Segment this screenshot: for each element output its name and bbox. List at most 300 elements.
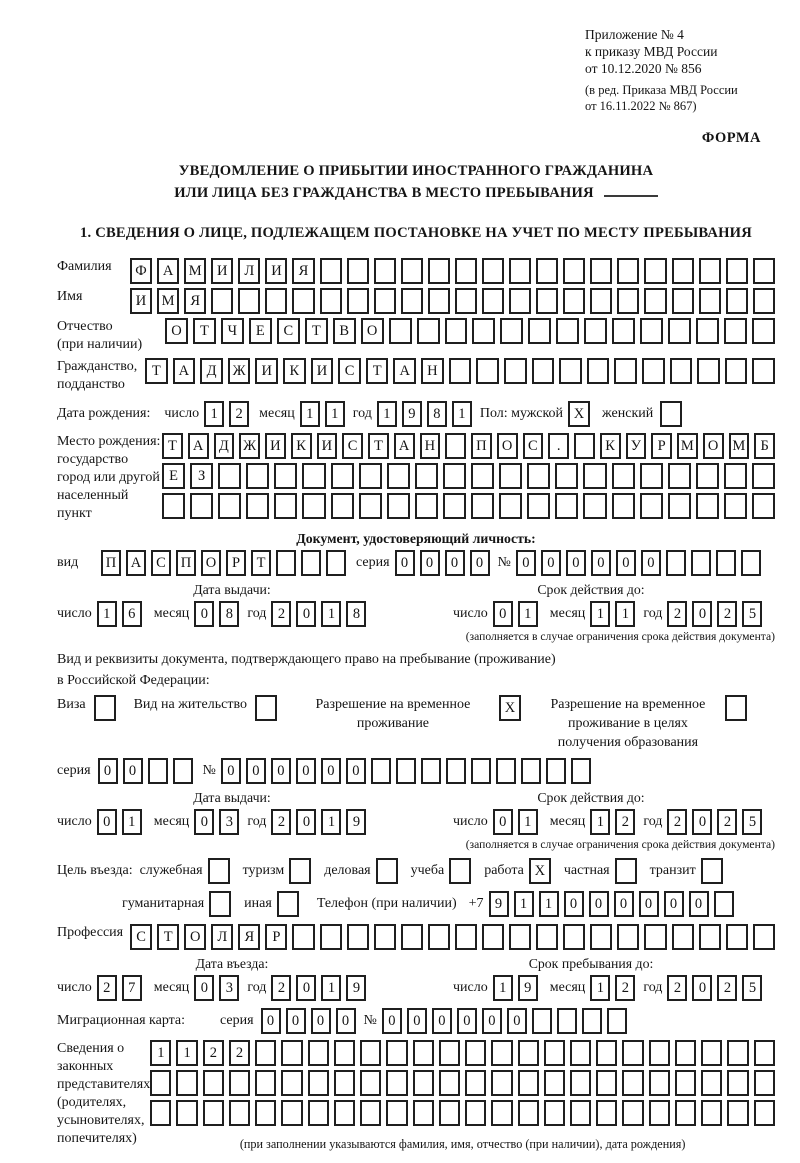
char-cell[interactable]: 1 (518, 809, 538, 835)
char-cell[interactable] (696, 493, 719, 519)
char-cell[interactable]: 0 (382, 1008, 402, 1034)
stay-until-year-input[interactable] (667, 975, 762, 1001)
char-cell[interactable]: Н (421, 358, 444, 384)
char-cell[interactable] (274, 493, 297, 519)
char-cell[interactable] (584, 318, 607, 344)
char-cell[interactable] (396, 758, 416, 784)
char-cell[interactable]: У (626, 433, 647, 459)
residence-permit-checkbox[interactable] (255, 695, 277, 721)
char-cell[interactable] (417, 318, 440, 344)
char-cell[interactable] (471, 758, 491, 784)
char-cell[interactable] (246, 493, 269, 519)
char-cell[interactable]: Л (238, 258, 260, 284)
char-cell[interactable]: 0 (407, 1008, 427, 1034)
char-cell[interactable]: 2 (229, 401, 249, 427)
char-cell[interactable] (302, 463, 325, 489)
char-cell[interactable]: 1 (325, 401, 345, 427)
char-cell[interactable] (527, 463, 550, 489)
char-cell[interactable] (518, 1040, 539, 1066)
surname-input[interactable] (130, 258, 775, 284)
char-cell[interactable] (612, 318, 635, 344)
char-cell[interactable] (754, 1100, 775, 1126)
char-cell[interactable]: Р (265, 924, 287, 950)
char-cell[interactable] (672, 924, 694, 950)
char-cell[interactable] (521, 758, 541, 784)
char-cell[interactable]: С (130, 924, 152, 950)
char-cell[interactable] (439, 1100, 460, 1126)
char-cell[interactable]: 1 (590, 809, 610, 835)
char-cell[interactable] (644, 288, 666, 314)
char-cell[interactable] (413, 1100, 434, 1126)
char-cell[interactable] (649, 1100, 670, 1126)
char-cell[interactable] (218, 493, 241, 519)
char-cell[interactable] (326, 550, 346, 576)
char-cell[interactable]: 1 (452, 401, 472, 427)
char-cell[interactable] (699, 258, 721, 284)
char-cell[interactable]: 0 (296, 975, 316, 1001)
char-cell[interactable] (386, 1040, 407, 1066)
char-cell[interactable]: 1 (590, 975, 610, 1001)
char-cell[interactable] (752, 463, 775, 489)
stay-number-input[interactable] (221, 758, 591, 784)
legal-row2-input[interactable] (150, 1070, 775, 1096)
char-cell[interactable] (590, 258, 612, 284)
char-cell[interactable] (499, 493, 522, 519)
char-cell[interactable] (582, 1008, 602, 1034)
char-cell[interactable]: 1 (518, 601, 538, 627)
char-cell[interactable] (612, 463, 635, 489)
char-cell[interactable] (238, 288, 260, 314)
char-cell[interactable] (334, 1070, 355, 1096)
char-cell[interactable] (596, 1040, 617, 1066)
char-cell[interactable] (482, 258, 504, 284)
char-cell[interactable]: 3 (219, 975, 239, 1001)
char-cell[interactable]: 1 (590, 601, 610, 627)
char-cell[interactable]: 1 (615, 601, 635, 627)
stay-valid-month-input[interactable] (590, 809, 635, 835)
char-cell[interactable] (374, 288, 396, 314)
char-cell[interactable]: 0 (589, 891, 609, 917)
purpose-transit-checkbox[interactable] (701, 858, 723, 884)
char-cell[interactable]: 3 (219, 809, 239, 835)
char-cell[interactable] (211, 288, 233, 314)
char-cell[interactable] (455, 288, 477, 314)
char-cell[interactable]: 0 (493, 809, 513, 835)
char-cell[interactable] (622, 1040, 643, 1066)
char-cell[interactable]: Н (420, 433, 441, 459)
char-cell[interactable] (415, 463, 438, 489)
char-cell[interactable] (281, 1040, 302, 1066)
char-cell[interactable]: Т (366, 358, 389, 384)
char-cell[interactable]: 1 (300, 401, 320, 427)
char-cell[interactable]: 0 (692, 601, 712, 627)
char-cell[interactable] (439, 1040, 460, 1066)
char-cell[interactable] (574, 433, 595, 459)
patronymic-input[interactable] (165, 318, 775, 344)
char-cell[interactable] (387, 463, 410, 489)
char-cell[interactable] (371, 758, 391, 784)
char-cell[interactable]: Ж (228, 358, 251, 384)
char-cell[interactable]: 0 (420, 550, 440, 576)
char-cell[interactable] (668, 318, 691, 344)
char-cell[interactable]: М (184, 258, 206, 284)
char-cell[interactable]: 0 (296, 809, 316, 835)
char-cell[interactable]: 0 (564, 891, 584, 917)
char-cell[interactable] (360, 1040, 381, 1066)
temp-residence-checkbox[interactable]: X (499, 695, 521, 721)
char-cell[interactable] (724, 463, 747, 489)
char-cell[interactable] (670, 358, 693, 384)
char-cell[interactable]: О (165, 318, 188, 344)
char-cell[interactable] (532, 1008, 552, 1034)
char-cell[interactable] (675, 1040, 696, 1066)
char-cell[interactable] (413, 1040, 434, 1066)
char-cell[interactable] (482, 924, 504, 950)
char-cell[interactable] (308, 1040, 329, 1066)
char-cell[interactable] (753, 288, 775, 314)
char-cell[interactable] (334, 1100, 355, 1126)
char-cell[interactable] (471, 493, 494, 519)
char-cell[interactable] (570, 1040, 591, 1066)
char-cell[interactable]: 0 (321, 758, 341, 784)
doc-issue-year-input[interactable] (271, 601, 366, 627)
char-cell[interactable] (607, 1008, 627, 1034)
char-cell[interactable] (555, 493, 578, 519)
char-cell[interactable] (527, 493, 550, 519)
birth-month-input[interactable] (300, 401, 345, 427)
char-cell[interactable] (555, 463, 578, 489)
char-cell[interactable] (359, 493, 382, 519)
char-cell[interactable] (465, 1100, 486, 1126)
entry-year-input[interactable] (271, 975, 366, 1001)
visa-checkbox[interactable] (94, 695, 116, 721)
char-cell[interactable]: Я (184, 288, 206, 314)
char-cell[interactable] (491, 1100, 512, 1126)
char-cell[interactable] (476, 358, 499, 384)
char-cell[interactable] (536, 288, 558, 314)
char-cell[interactable] (301, 550, 321, 576)
char-cell[interactable] (255, 1100, 276, 1126)
char-cell[interactable] (471, 463, 494, 489)
char-cell[interactable] (668, 463, 691, 489)
char-cell[interactable] (465, 1070, 486, 1096)
char-cell[interactable] (176, 1070, 197, 1096)
char-cell[interactable] (401, 288, 423, 314)
char-cell[interactable] (617, 258, 639, 284)
char-cell[interactable] (518, 1100, 539, 1126)
char-cell[interactable] (428, 288, 450, 314)
char-cell[interactable]: О (703, 433, 724, 459)
char-cell[interactable] (203, 1100, 224, 1126)
char-cell[interactable]: А (126, 550, 146, 576)
char-cell[interactable]: 8 (219, 601, 239, 627)
profession-input[interactable] (130, 924, 775, 950)
char-cell[interactable]: 1 (122, 809, 142, 835)
char-cell[interactable] (439, 1070, 460, 1096)
legal-row1-input[interactable] (150, 1040, 775, 1066)
char-cell[interactable]: 9 (518, 975, 538, 1001)
char-cell[interactable]: П (101, 550, 121, 576)
char-cell[interactable]: 0 (221, 758, 241, 784)
char-cell[interactable] (455, 924, 477, 950)
char-cell[interactable]: Ф (130, 258, 152, 284)
char-cell[interactable] (528, 318, 551, 344)
char-cell[interactable] (229, 1100, 250, 1126)
migration-series-input[interactable] (261, 1008, 356, 1034)
char-cell[interactable]: 8 (427, 401, 447, 427)
char-cell[interactable] (536, 924, 558, 950)
char-cell[interactable] (443, 463, 466, 489)
char-cell[interactable] (617, 924, 639, 950)
char-cell[interactable] (428, 924, 450, 950)
char-cell[interactable] (491, 1070, 512, 1096)
char-cell[interactable] (465, 1040, 486, 1066)
char-cell[interactable]: Т (305, 318, 328, 344)
char-cell[interactable]: 0 (616, 550, 636, 576)
char-cell[interactable]: 0 (692, 975, 712, 1001)
char-cell[interactable]: 2 (271, 601, 291, 627)
stay-issue-day-input[interactable] (97, 809, 142, 835)
char-cell[interactable] (622, 1070, 643, 1096)
char-cell[interactable]: 2 (667, 975, 687, 1001)
doc-valid-year-input[interactable] (667, 601, 762, 627)
char-cell[interactable]: М (157, 288, 179, 314)
char-cell[interactable] (281, 1070, 302, 1096)
char-cell[interactable] (276, 550, 296, 576)
char-cell[interactable]: О (361, 318, 384, 344)
char-cell[interactable] (666, 550, 686, 576)
birth-year-input[interactable] (377, 401, 472, 427)
char-cell[interactable]: 1 (539, 891, 559, 917)
char-cell[interactable]: М (677, 433, 698, 459)
char-cell[interactable]: 1 (514, 891, 534, 917)
char-cell[interactable]: 9 (346, 975, 366, 1001)
char-cell[interactable] (532, 358, 555, 384)
char-cell[interactable] (428, 258, 450, 284)
char-cell[interactable] (359, 463, 382, 489)
char-cell[interactable]: . (548, 433, 569, 459)
char-cell[interactable] (753, 924, 775, 950)
char-cell[interactable] (449, 358, 472, 384)
legal-row3-input[interactable] (150, 1100, 775, 1126)
char-cell[interactable]: 1 (204, 401, 224, 427)
char-cell[interactable]: К (291, 433, 312, 459)
char-cell[interactable] (754, 1070, 775, 1096)
char-cell[interactable] (292, 924, 314, 950)
char-cell[interactable] (570, 1100, 591, 1126)
char-cell[interactable]: Р (226, 550, 246, 576)
char-cell[interactable]: 2 (667, 809, 687, 835)
char-cell[interactable] (386, 1070, 407, 1096)
char-cell[interactable]: Т (368, 433, 389, 459)
char-cell[interactable]: 2 (203, 1040, 224, 1066)
char-cell[interactable]: Т (145, 358, 168, 384)
char-cell[interactable] (724, 493, 747, 519)
char-cell[interactable] (614, 358, 637, 384)
char-cell[interactable] (724, 318, 747, 344)
char-cell[interactable] (752, 318, 775, 344)
char-cell[interactable] (699, 288, 721, 314)
char-cell[interactable]: 1 (493, 975, 513, 1001)
char-cell[interactable] (726, 924, 748, 950)
char-cell[interactable]: 0 (286, 1008, 306, 1034)
char-cell[interactable] (509, 258, 531, 284)
char-cell[interactable] (701, 1070, 722, 1096)
char-cell[interactable] (229, 1070, 250, 1096)
char-cell[interactable] (173, 758, 193, 784)
male-checkbox[interactable]: X (568, 401, 590, 427)
char-cell[interactable]: Д (214, 433, 235, 459)
char-cell[interactable] (546, 758, 566, 784)
char-cell[interactable] (334, 1040, 355, 1066)
char-cell[interactable]: 0 (614, 891, 634, 917)
char-cell[interactable]: А (394, 433, 415, 459)
stay-issue-year-input[interactable] (271, 809, 366, 835)
char-cell[interactable]: 0 (296, 758, 316, 784)
char-cell[interactable]: 1 (97, 601, 117, 627)
char-cell[interactable]: 2 (271, 975, 291, 1001)
stay-issue-month-input[interactable] (194, 809, 239, 835)
char-cell[interactable] (675, 1100, 696, 1126)
char-cell[interactable]: 0 (692, 809, 712, 835)
char-cell[interactable] (265, 288, 287, 314)
char-cell[interactable]: 2 (717, 809, 737, 835)
char-cell[interactable] (640, 318, 663, 344)
char-cell[interactable]: 5 (742, 975, 762, 1001)
char-cell[interactable] (421, 758, 441, 784)
char-cell[interactable] (644, 924, 666, 950)
char-cell[interactable]: А (393, 358, 416, 384)
char-cell[interactable]: Е (162, 463, 185, 489)
char-cell[interactable]: 0 (641, 550, 661, 576)
char-cell[interactable] (590, 288, 612, 314)
char-cell[interactable]: 0 (432, 1008, 452, 1034)
char-cell[interactable] (612, 493, 635, 519)
female-checkbox[interactable] (660, 401, 682, 427)
char-cell[interactable]: 0 (194, 601, 214, 627)
char-cell[interactable]: 0 (516, 550, 536, 576)
char-cell[interactable] (725, 358, 748, 384)
char-cell[interactable] (696, 318, 719, 344)
char-cell[interactable] (583, 493, 606, 519)
char-cell[interactable] (504, 358, 527, 384)
char-cell[interactable]: 0 (482, 1008, 502, 1034)
char-cell[interactable] (331, 493, 354, 519)
char-cell[interactable]: 2 (271, 809, 291, 835)
char-cell[interactable] (754, 1040, 775, 1066)
char-cell[interactable] (308, 1070, 329, 1096)
char-cell[interactable] (387, 493, 410, 519)
char-cell[interactable]: 0 (457, 1008, 477, 1034)
char-cell[interactable] (697, 358, 720, 384)
char-cell[interactable] (176, 1100, 197, 1126)
char-cell[interactable]: Я (292, 258, 314, 284)
char-cell[interactable] (374, 924, 396, 950)
char-cell[interactable] (699, 924, 721, 950)
char-cell[interactable] (190, 493, 213, 519)
char-cell[interactable] (292, 288, 314, 314)
char-cell[interactable]: 9 (402, 401, 422, 427)
char-cell[interactable] (281, 1100, 302, 1126)
char-cell[interactable] (509, 924, 531, 950)
char-cell[interactable] (563, 924, 585, 950)
char-cell[interactable]: 1 (321, 601, 341, 627)
doc-issue-month-input[interactable] (194, 601, 239, 627)
char-cell[interactable] (590, 924, 612, 950)
char-cell[interactable]: С (338, 358, 361, 384)
char-cell[interactable]: 1 (321, 809, 341, 835)
char-cell[interactable]: И (311, 358, 334, 384)
birthplace-row2-input[interactable] (162, 463, 775, 489)
char-cell[interactable] (642, 358, 665, 384)
char-cell[interactable]: 8 (346, 601, 366, 627)
char-cell[interactable] (727, 1100, 748, 1126)
char-cell[interactable]: И (130, 288, 152, 314)
char-cell[interactable]: 0 (639, 891, 659, 917)
char-cell[interactable] (455, 258, 477, 284)
char-cell[interactable]: Е (249, 318, 272, 344)
char-cell[interactable] (491, 1040, 512, 1066)
char-cell[interactable] (360, 1100, 381, 1126)
char-cell[interactable]: 0 (311, 1008, 331, 1034)
char-cell[interactable] (445, 433, 466, 459)
char-cell[interactable]: 0 (507, 1008, 527, 1034)
char-cell[interactable]: 6 (122, 601, 142, 627)
purpose-tourism-checkbox[interactable] (289, 858, 311, 884)
char-cell[interactable] (752, 358, 775, 384)
char-cell[interactable]: 2 (615, 975, 635, 1001)
char-cell[interactable]: М (729, 433, 750, 459)
char-cell[interactable] (255, 1070, 276, 1096)
char-cell[interactable] (389, 318, 412, 344)
purpose-official-checkbox[interactable] (208, 858, 230, 884)
char-cell[interactable] (649, 1070, 670, 1096)
char-cell[interactable] (571, 758, 591, 784)
stay-valid-day-input[interactable] (493, 809, 538, 835)
char-cell[interactable] (401, 258, 423, 284)
char-cell[interactable]: С (277, 318, 300, 344)
char-cell[interactable] (691, 550, 711, 576)
char-cell[interactable] (741, 550, 761, 576)
char-cell[interactable] (446, 758, 466, 784)
char-cell[interactable] (640, 463, 663, 489)
char-cell[interactable] (347, 288, 369, 314)
entry-month-input[interactable] (194, 975, 239, 1001)
char-cell[interactable]: 1 (377, 401, 397, 427)
char-cell[interactable]: А (188, 433, 209, 459)
char-cell[interactable]: 0 (296, 601, 316, 627)
char-cell[interactable] (496, 758, 516, 784)
char-cell[interactable] (499, 463, 522, 489)
char-cell[interactable] (556, 318, 579, 344)
phone-input[interactable] (489, 891, 734, 917)
char-cell[interactable] (544, 1100, 565, 1126)
char-cell[interactable] (649, 1040, 670, 1066)
char-cell[interactable] (443, 493, 466, 519)
char-cell[interactable] (320, 258, 342, 284)
char-cell[interactable]: 1 (321, 975, 341, 1001)
char-cell[interactable] (557, 1008, 577, 1034)
purpose-business-checkbox[interactable] (376, 858, 398, 884)
stay-series-input[interactable] (98, 758, 193, 784)
char-cell[interactable] (148, 758, 168, 784)
char-cell[interactable] (386, 1100, 407, 1126)
char-cell[interactable]: Б (754, 433, 775, 459)
char-cell[interactable]: С (523, 433, 544, 459)
char-cell[interactable] (347, 924, 369, 950)
char-cell[interactable] (752, 493, 775, 519)
char-cell[interactable]: О (497, 433, 518, 459)
